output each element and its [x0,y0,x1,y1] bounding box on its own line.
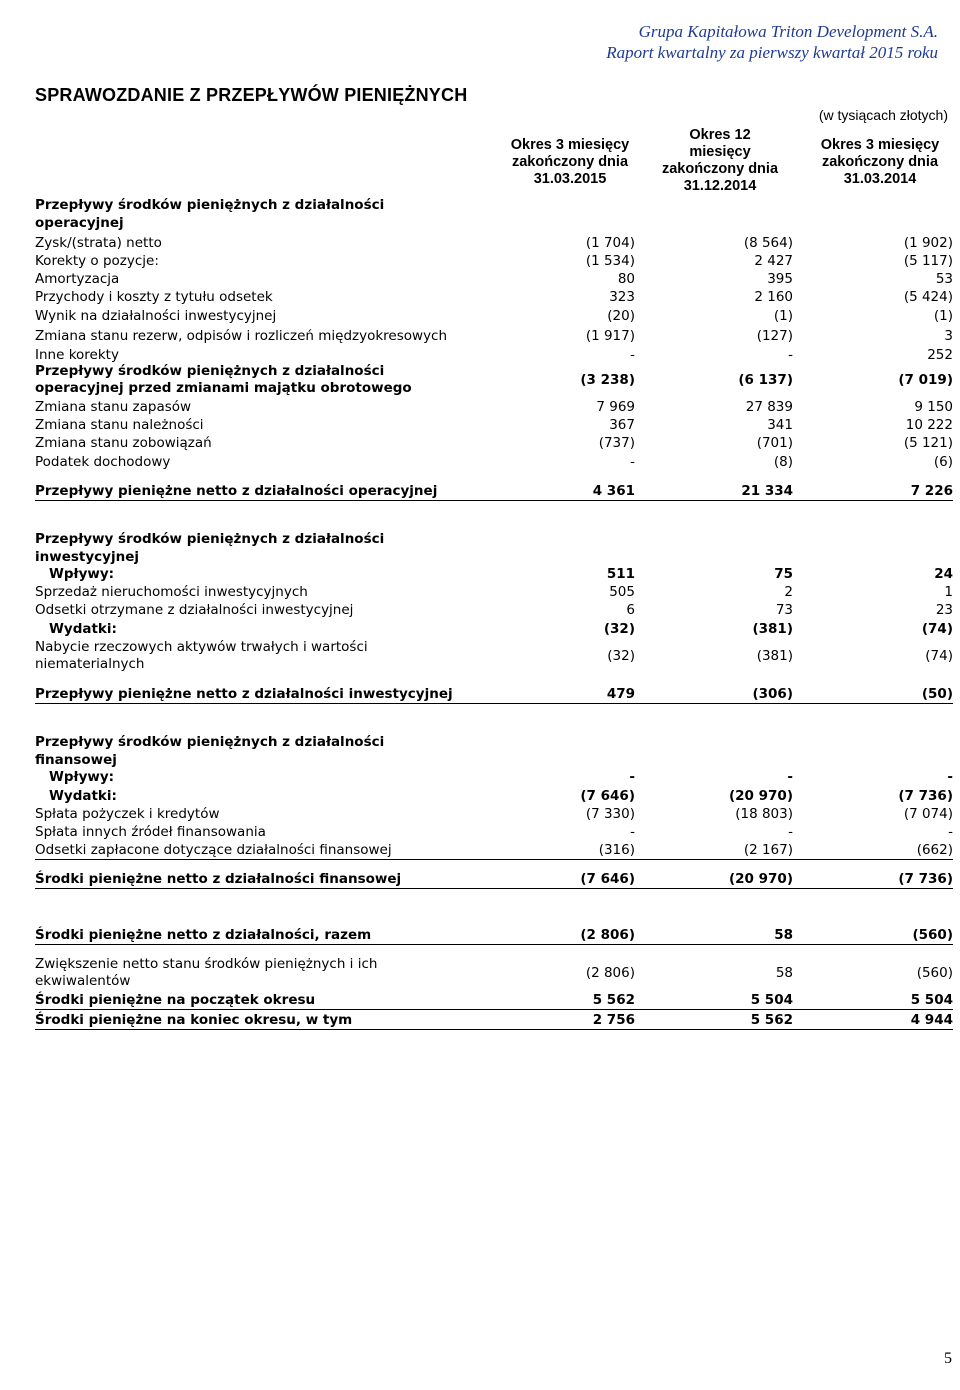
table-row-total: Środki pieniężne netto z działalności finansowej (7 646) (20 970) (7 736) [35,871,953,887]
table-row: Zmiana stanu należności 367 341 10 222 [35,417,953,433]
table-row: Wynik na działalności inwestycyjnej (20) (1) (1) [35,308,953,324]
section-title-investing: Przepływy środków pieniężnych z działalności inwestycyjnej [35,531,385,565]
table-row: Odsetki zapłacone dotyczące działalności finansowej (316) (2 167) (662) [35,842,953,858]
table-row: Środki pieniężne na początek okresu 5 562 5 504 5 504 [35,992,953,1008]
table-row: Zmiana stanu rezerw, odpisów i rozliczeń międzyokresowych (1 917) (127) 3 [35,328,953,344]
units-note: (w tysiącach złotych) [818,107,948,123]
table-row: Środki pieniężne na koniec okresu, w tym 2 756 5 562 4 944 [35,1012,953,1028]
table-row-total: Przepływy pieniężne netto z działalności operacyjnej 4 361 21 334 7 226 [35,483,953,499]
table-row: Wydatki: (7 646) (20 970) (7 736) [49,788,953,804]
table-row: Inne korekty - - 252 [35,347,953,363]
section-title-financing: Przepływy środków pieniężnych z działalności finansowej [35,734,385,768]
column-header-q1-2015: Okres 3 miesięcy zakończony dnia 31.03.2015 [510,137,630,187]
table-row: Spłata innych źródeł finansowania - - - [35,824,953,840]
table-row: Podatek dochodowy - (8) (6) [35,454,953,470]
table-row-total: Przepływy pieniężne netto z działalności inwestycyjnej 479 (306) (50) [35,686,953,702]
table-row: Wpływy: 511 75 24 [49,566,953,582]
table-row: Nabycie rzeczowych aktywów trwałych i wartości niematerialnych (32) (381) (74) [35,639,953,672]
table-row: Wpływy: - - - [49,769,953,785]
table-row: Zmiana stanu zobowiązań (737) (701) (5 121) [35,435,953,451]
table-row: Zmiana stanu zapasów 7 969 27 839 9 150 [35,399,953,415]
table-row: Zwiększenie netto stanu środków pieniężnych i ich ekwiwalentów (2 806) 58 (560) [35,956,953,989]
section-title-operating: Przepływy środków pieniężnych z działalności operacyjnej [35,197,385,231]
table-row: Zysk/(strata) netto (1 704) (8 564) (1 902) [35,235,953,251]
column-header-fy-2014: Okres 12 miesięcy zakończony dnia 31.12.2014 [661,127,779,194]
table-row-total: Środki pieniężne netto z działalności, razem (2 806) 58 (560) [35,927,953,943]
page-number: 5 [944,1350,952,1367]
table-row: Sprzedaż nieruchomości inwestycyjnych 505 2 1 [35,584,953,600]
page-title: SPRAWOZDANIE Z PRZEPŁYWÓW PIENIĘŻNYCH [35,85,468,105]
table-row: Korekty o pozycje: (1 534) 2 427 (5 117) [35,253,953,269]
report-header: Raport kwartalny za pierwszy kwartał 2015 roku [606,43,938,62]
table-row: Przychody i koszty z tytułu odsetek 323 2 160 (5 424) [35,289,953,305]
table-row: Odsetki otrzymane z działalności inwestycyjnej 6 73 23 [35,602,953,618]
table-row-subtotal: Przepływy środków pieniężnych z działalności operacyjnej przed zmianami majątku obrotowego (3 238) (6 137) (7 019) [35,363,953,396]
company-header: Grupa Kapitałowa Triton Development S.A. [638,22,938,41]
table-row: Wydatki: (32) (381) (74) [49,621,953,637]
table-row: Spłata pożyczek i kredytów (7 330) (18 803) (7 074) [35,806,953,822]
table-row: Amortyzacja 80 395 53 [35,271,953,287]
column-header-q1-2014: Okres 3 miesięcy zakończony dnia 31.03.2014 [820,137,940,187]
